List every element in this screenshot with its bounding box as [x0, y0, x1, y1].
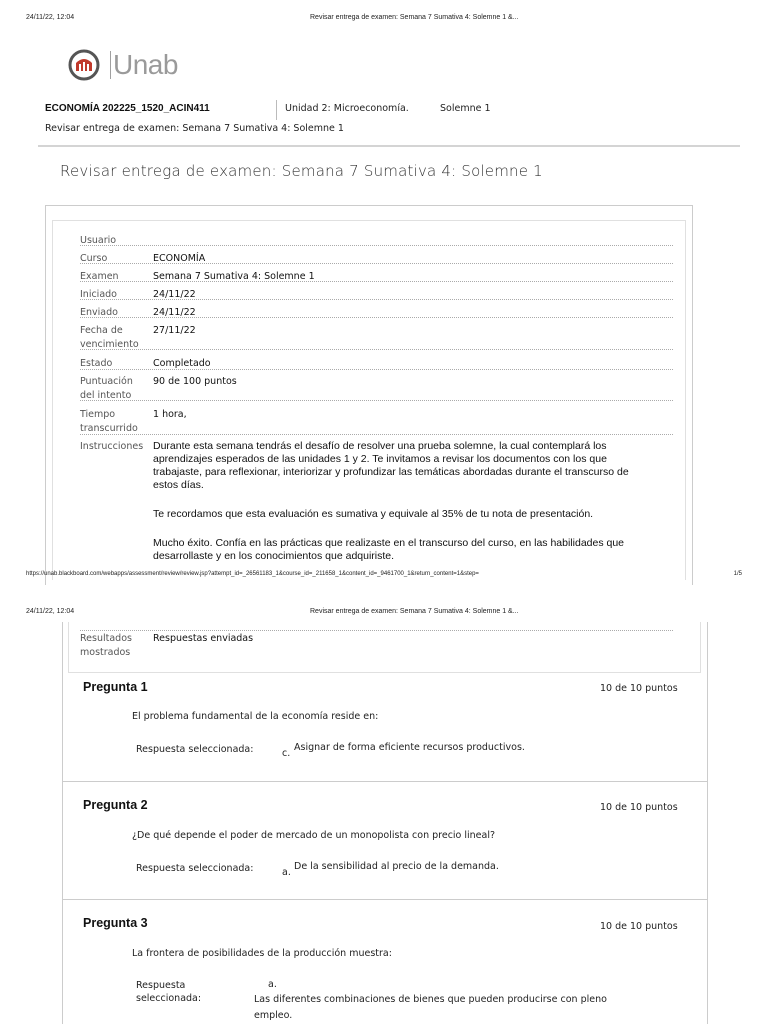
question-title: Pregunta 1	[83, 680, 148, 694]
info-row-exam	[80, 270, 673, 282]
answer-letter: a.	[282, 867, 291, 878]
print-header	[0, 14, 768, 28]
question-points: 10 de 10 puntos	[600, 921, 678, 932]
info-label: Enviado	[80, 307, 118, 318]
header-divider	[38, 145, 740, 147]
print-timestamp: 24/11/22, 12:04	[26, 14, 75, 21]
info-value: 1 hora,	[153, 409, 187, 420]
info-value: Semana 7 Sumativa 4: Solemne 1	[153, 271, 315, 282]
question-text: La frontera de posibilidades de la producción muestra:	[132, 948, 392, 959]
info-row-user	[80, 234, 673, 246]
info-value: 24/11/22	[153, 289, 196, 300]
question-points: 10 de 10 puntos	[600, 802, 678, 813]
info-row-started	[80, 288, 673, 300]
info-label: Examen	[80, 271, 119, 282]
info-label: Puntuación del intento	[80, 376, 133, 401]
info-value: Completado	[153, 358, 211, 369]
info-value: Respuestas enviadas	[153, 633, 254, 644]
answer-label: Respuesta seleccionada:	[136, 863, 254, 874]
breadcrumb-course[interactable]: ECONOMÍA 202225_1520_ACIN411	[45, 103, 210, 114]
info-value: ECONOMÍA	[153, 253, 206, 264]
question-title: Pregunta 3	[83, 916, 148, 930]
info-row-status	[80, 357, 673, 370]
page-title: Revisar entrega de examen: Semana 7 Sumativa 4: Solemne 1	[60, 162, 543, 180]
logo-text: Unab	[113, 49, 178, 80]
info-label: Fecha de vencimiento	[80, 325, 139, 350]
info-value: 90 de 100 puntos	[153, 376, 237, 387]
breadcrumb-item[interactable]: Solemne 1	[440, 103, 491, 114]
selected-answer: De la sensibilidad al precio de la demanda.	[294, 861, 499, 872]
logo-divider	[110, 51, 111, 79]
info-label: Iniciado	[80, 289, 117, 300]
print-footer	[0, 571, 768, 583]
info-label: Tiempo transcurrido	[80, 409, 138, 434]
unab-logo[interactable]	[68, 50, 178, 80]
question-title: Pregunta 2	[83, 798, 148, 812]
print-page-title: Revisar entrega de examen: Semana 7 Sumativa 4: Solemne 1 &...	[310, 14, 519, 21]
info-row-time	[80, 408, 673, 435]
info-label: Curso	[80, 253, 108, 264]
breadcrumb	[45, 100, 745, 120]
page-break	[0, 588, 768, 606]
answer-label: Respuesta seleccionada:	[136, 980, 202, 1004]
info-divider	[80, 630, 673, 631]
info-row-score	[80, 375, 673, 401]
question-divider	[62, 899, 708, 900]
breadcrumb-unit[interactable]: Unidad 2: Microeconomía.	[285, 103, 409, 114]
question-divider	[62, 781, 708, 782]
info-row-sent	[80, 306, 673, 318]
instructions-paragraph: Te recordamos que esta evaluación es sumativa y equivale al 35% de tu nota de presentación.	[153, 508, 594, 520]
info-label: Resultados mostrados	[80, 633, 132, 658]
print-url: https://unab.blackboard.com/webapps/assessment/review/review.jsp?attempt_id=_26561183_1&course_id=_211658_1&content_id=_9461700_1&return_content=1&step=	[26, 571, 479, 577]
info-value: 27/11/22	[153, 325, 196, 336]
question-text: El problema fundamental de la economía reside en:	[132, 711, 379, 722]
print-page-number: 1/5	[733, 571, 742, 577]
answer-letter: a.	[268, 979, 277, 990]
answer-letter: c.	[282, 748, 291, 759]
answer-label: Respuesta seleccionada:	[136, 744, 254, 755]
info-value: 24/11/22	[153, 307, 196, 318]
info-row-results	[80, 632, 673, 662]
instructions-paragraph: Durante esta semana tendrás el desafío de resolver una prueba solemne, la cual contemplará los aprendizajes esperados de las unidades 1 y 2. Te invitamos a revisar los documentos con los que trabajaste, para reflexionar, interiorizar y profundizar las temáticas abordadas durante el transcurso de estos días.	[153, 440, 629, 491]
info-label: Estado	[80, 358, 113, 369]
info-label: Usuario	[80, 235, 117, 246]
info-row-course	[80, 252, 673, 264]
question-points: 10 de 10 puntos	[600, 683, 678, 694]
breadcrumb-divider	[276, 100, 277, 120]
print-header	[0, 608, 768, 622]
question-text: ¿De qué depende el poder de mercado de un monopolista con precio lineal?	[132, 830, 496, 841]
breadcrumb-current: Revisar entrega de examen: Semana 7 Sumativa 4: Solemne 1	[45, 123, 344, 134]
unab-crest-icon	[68, 49, 100, 81]
selected-answer: Las diferentes combinaciones de bienes que pueden producirse con pleno empleo.	[254, 994, 607, 1021]
print-page-title: Revisar entrega de examen: Semana 7 Sumativa 4: Solemne 1 &...	[310, 608, 519, 615]
info-row-due	[80, 324, 673, 350]
selected-answer: Asignar de forma eficiente recursos productivos.	[294, 742, 525, 753]
info-label: Instrucciones	[80, 441, 144, 452]
instructions-paragraph: Mucho éxito. Confía en las prácticas que realizaste en el transcurso del curso, en las habilidades que desarrollaste y en los conocimientos que adquiriste.	[153, 537, 625, 562]
print-timestamp: 24/11/22, 12:04	[26, 608, 75, 615]
